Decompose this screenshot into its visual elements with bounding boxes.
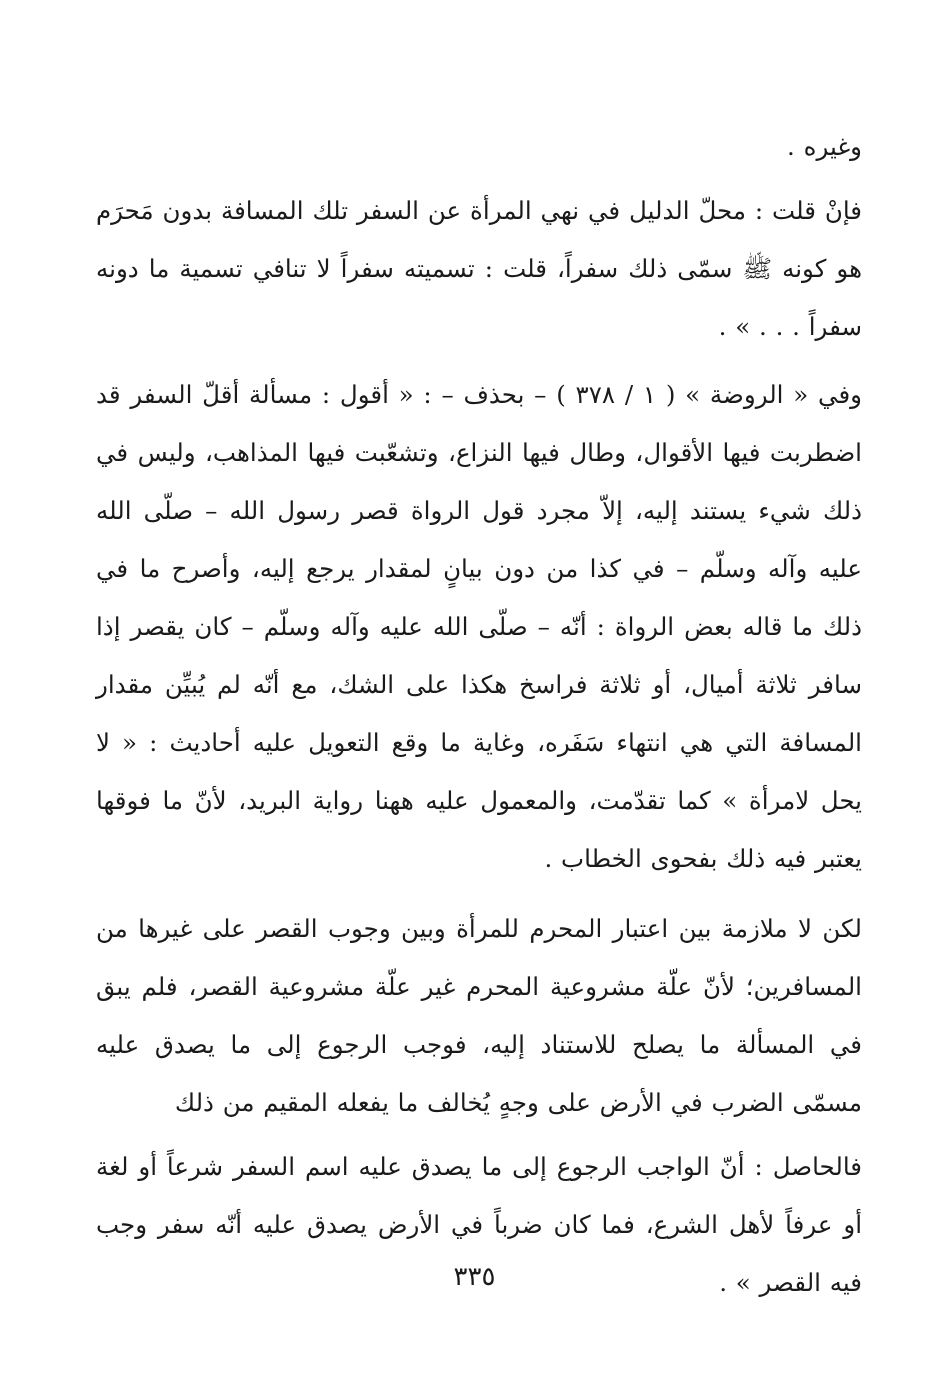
paragraph-5: فالحاصل : أنّ الواجب الرجوع إلى ما يصدق عليه اسم السفر شرعاً أو لغة أو عرفاً لأهل الشرع، فما كان ضرباً في الأرض يصدق عليه أنّه سفر وجب فيه القصر » .	[96, 1152, 863, 1297]
paragraph-4: لكن لا ملازمة بين اعتبار المحرم للمرأة وبين وجوب القصر على غيرها من المسافرين؛ لأنّ علّة مشروعية المحرم غير علّة مشروعية القصر، فلم يبق في المسألة ما يصلح للاستناد إليه، فوجب الرجوع إلى ما يصدق عليه مسمّى الضرب في الأرض على وجهٍ يُخالف ما يفعله المقيم من ذلك	[96, 914, 862, 1117]
page-number: ٣٣٥	[453, 1262, 496, 1292]
page-body	[96, 118, 862, 1312]
paragraph-2: فإنْ قلت : محلّ الدليل في نهي المرأة عن السفر تلك المسافة بدون مَحرَم هو كونه ﷺ سمّى ذلك سفراً، قلت : تسميته سفراً لا تنافي تسمية ما دونه سفراً . . . » .	[96, 196, 862, 341]
paragraph-3: وفي « الروضة » ( ١ / ٣٧٨ ) – بحذف – : « أقول : مسألة أقلّ السفر قد اضطربت فيها الأقوال، وطال فيها النزاع، وتشعّبت فيها المذاهب، وليس في ذلك شيء يستند إليه، إلاّ مجرد قول الرواة قصر رسول الله – صلّى الله عليه وآله وسلّم – في كذا من دون بيانٍ لمقدار يرجع إليه، وأصرح ما في ذلك ما قاله بعض الرواة : أنّه – صلّى الله عليه وآله وسلّم – كان يقصر إذا سافر ثلاثة أميال، أو ثلاثة فراسخ هكذا على الشك، مع أنّه لم يُبيِّن مقدار المسافة التي هي انتهاء سَفَره، وغاية ما وقع التعويل عليه أحاديث : « لا يحل لامرأة » كما تقدّمت، والمعمول عليه ههنا رواية البريد، لأنّ ما فوقها يعتبر فيه ذلك بفحوى الخطاب .	[96, 380, 863, 873]
paragraph-1: وغيره .	[787, 132, 862, 161]
